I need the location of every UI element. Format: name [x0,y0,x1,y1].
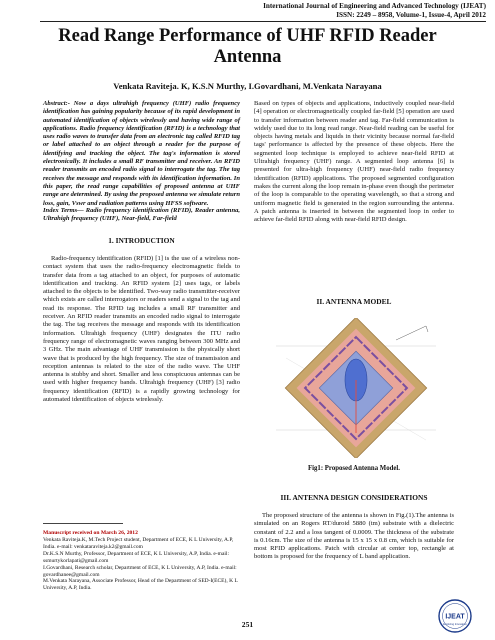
design-paragraph: The proposed structure of the antenna is shown in Fig.(1).The antenna is simulated on an Rogers RT/duroid 5880 (tm) substrate with a dielectric constant of 2.2 and a loss tangent of 0.0009. The thickness of the substrate is 0.16cm. The size of the antenna is 15 x 15 x 0.8 cm, which is suitable for most RFID applications. Patch with circular at center top, rectangle at bottom is proposed for the frequency of L band application. [254,512,454,561]
abstract [43,100,240,208]
section-2-heading: II. ANTENNA MODEL [316,297,392,306]
ijeat-logo [433,598,477,634]
manuscript-received: Manuscript received on March 26, 2012 [43,530,138,536]
introduction [43,255,240,404]
title-line-1: Read Range Performance of UHF RFID Reader [58,26,437,46]
index-terms-text: Index Terms— Radio frequency identification (RFID), Reader antenna, Ultrahigh frequency (UHF), Near-field, Far-field [43,207,240,223]
design-considerations [254,512,454,562]
title-line-2: Antenna [213,47,282,67]
section-1-heading: 1. INTRODUCTION [108,236,175,245]
footnote-2: Dr.K.S.N Murthy, Professor, Department of ECE, K L University, A.P, India. e-mail: ssmurtykorlapati@gmail.com [43,550,229,564]
header-rule [40,21,486,22]
intro-paragraph: Radio-frequency identification (RFID) [1] is the use of a wireless non-contact system that uses the radio-frequency electromagnetic fields to transfer data from a tag attached to an object, for purposes of automatic identification and tracking. An RFID system [2] uses tags, or labels attached to the objects to be identified. Two-way radio transmitter-receiver which exists are called interrogators or readers send a signal to the tag and read its response. The RFID tag includes a small RF transmitter and receiver. An RFID reader transmits an encoded radio signal to interrogate the tag. The tag receives the message and responds with its identification information. Ultrahigh frequency (UHF) designates the ITU radio frequency range of electromagnetic waves ranging between 300 MHz and 3 GHz. The main advantage of UHF transmission is the physically short wave that is produced by the high frequency. The size of transmission and reception antennas is related to the size of the radio wave. The UHF antenna is stubby and short. Smaller and less conspicuous antennas can be used with higher frequency bands. Ultrahigh frequency (UHF) [3] radio frequency identification (RFID) is a rapidly growing technology for automated identification of objects wirelessly. [43,255,240,404]
authors: Venkata Raviteja. K, K.S.N Murthy, I.Govardhani, M.Venkata Narayana [113,81,382,91]
index-terms [43,207,240,224]
footnote-1: Venkata Raviteja.K, M.Tech Project student, Department of ECE, K L University, A.P, India. e-mail: venkataraviteja.k2@gmail.com [43,537,234,550]
figure-caption: Fig1: Proposed Antenna Model. [307,465,400,472]
journal-header [0,2,486,20]
svg-text:IJEAT: IJEAT [445,613,465,621]
journal-name: International Journal of Engineering and Advanced Technology (IJEAT) [263,2,486,10]
footnote-rule [43,523,123,524]
section-3-heading: III. ANTENNA DESIGN CONSIDERATIONS [280,493,428,502]
author-footnotes [43,537,240,592]
abstract-text: Abstract:- Now a days ultrahigh frequency (UHF) radio frequency identification has gaining popularity because of its rapid development in automated identification of objects wirelessly and having wide range of applications. Radio frequency identification (RFID) is a technology that uses radio waves to transfer data from an electronic tag called RFID tag or label attached to an object through a reader for the purpose of identifying and tracking the object. The tag's information is stored electronically. It includes a small RF transmitter and receiver. An RFID reader transmits an encoded radio signal to interrogate the tag. The tag receives the message and responds with its identification information. In this paper, the read range capabilities of proposed antenna at UHF range are determined. By using the proposed antenna we simulate return loss, gain, Vswr and radiation patterns using HFSS software. [43,100,240,207]
footnote-3: I.Govardhani, Research scholar, Department of ECE, K L University, A.P, India. e-mail: govardhanee@gmail.com [43,564,237,578]
paper-title [20,26,475,68]
antenna-model-figure [276,318,436,458]
right-paragraph: Based on types of objects and applications, inductively coupled near-field [4] operation or electromagnetically coupled far-field [5] operation are used to transfer information between reader and tag. Far-field communication is widely used due to its long read range. Near-field reading can be useful for objects having metals and liquids in their vicinity because normal far-field tags' performance is affected by the presence of these objects. Here the segmented loop technique is employed to achieve near-field RFID at Ultrahigh frequency (UHF) range. A segmented loop antenna [6] is presented for ultra-high frequency (UHF) near-field radio frequency identification (RFID) applications. The proposed segmented configuration makes the current along the loop remain in-phase even though the perimeter of the loop is comparable to the operating wavelength, so that a strong and uniform magnetic field is generated in the region surrounding the antenna. A patch antenna is inserted in between the segmented loop in order to achieve far-field RFID along with near-field RFID design. [254,100,454,224]
journal-issn: ISSN: 2249 – 8958, Volume-1, Issue-4, April 2012 [336,11,486,19]
page-number: 251 [241,620,254,629]
svg-text:Exploring Innovation: Exploring Innovation [443,623,467,626]
right-column-text [254,100,454,224]
footnote-4: M.Venkata Narayana, Associate Professor, Head of the Department of SED-I(ECE), K L University, A.P, India. [43,578,238,592]
